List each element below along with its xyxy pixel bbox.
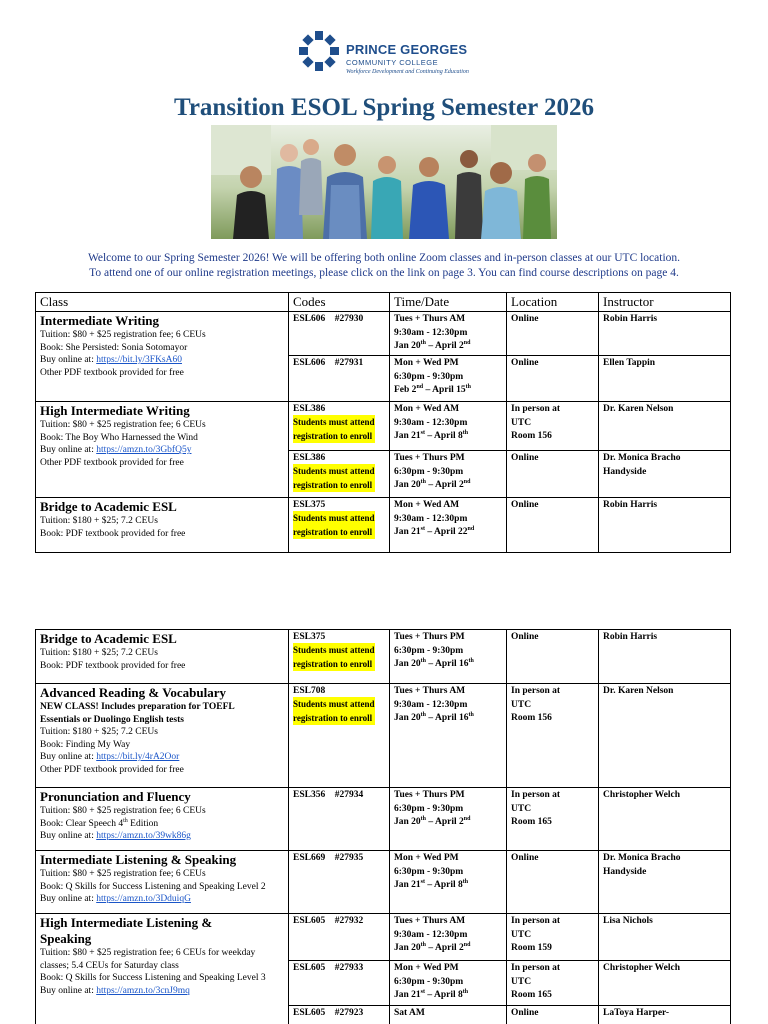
code-cell: ESL606 #27930 <box>289 312 390 356</box>
buy-online: Buy online at: https://bit.ly/4rA2Oor <box>40 752 180 762</box>
location-cell: Online <box>507 356 599 402</box>
class-name: Intermediate Listening & Speaking <box>40 852 237 867</box>
book: Book: Clear Speech 4th Edition <box>40 817 159 829</box>
instructor-cell: Dr. Monica Bracho Handyside <box>599 451 731 498</box>
book: Book: Q Skills for Success Listening and Speaking Level 3 <box>40 973 266 983</box>
location-cell: Online <box>507 312 599 356</box>
time-date-cell: Tues + Thurs PM 6:30pm - 9:30pm Jan 20th – April 2nd <box>390 451 507 498</box>
book-link[interactable]: https://bit.ly/3FKsA60 <box>96 355 182 365</box>
college-logo <box>296 22 476 84</box>
table-header-row <box>36 293 731 312</box>
instructor-cell: Lisa Nichols <box>599 914 731 961</box>
time-date-cell: Mon + Wed PM 6:30pm - 9:30pm Feb 2nd – April 15th <box>390 356 507 402</box>
class-name: Advanced Reading & Vocabulary <box>40 685 226 700</box>
tuition: Tuition: $80 + $25 registration fee; 6 CEUs <box>40 806 206 816</box>
instructor-cell: Christopher Welch <box>599 961 731 1006</box>
book: Book: PDF textbook provided for free <box>40 528 186 539</box>
buy-online: Buy online at: https://amzn.to/39wk86g <box>40 831 191 841</box>
code-cell: ESL708 Students must attend registration to enroll <box>289 684 390 788</box>
time-date-cell: Mon + Wed AM 9:30am - 12:30pm Jan 21st – April 22nd <box>390 498 507 553</box>
class-name: Bridge to Academic ESL <box>40 631 177 646</box>
book-link[interactable]: https://amzn.to/39wk86g <box>96 831 191 841</box>
time-date-cell: Mon + Wed PM 6:30pm - 9:30pm Jan 21st – April 8th <box>390 851 507 914</box>
buy-online: Buy online at: https://bit.ly/3FKsA60 <box>40 355 182 365</box>
class-cell <box>36 851 289 914</box>
welcome-message <box>30 251 738 281</box>
class-name: Intermediate Writing <box>40 313 160 328</box>
new-class-note: NEW CLASS! Includes preparation for TOEFL <box>40 702 235 712</box>
code-cell: ESL375 Students must attend registration to enroll <box>289 498 390 553</box>
instructor-cell: Ellen Tappin <box>599 356 731 402</box>
tuition: Tuition: $80 + $25 registration fee; 6 CEUs <box>40 869 206 879</box>
buy-online: Buy online at: https://amzn.to/3cnJ9mq <box>40 985 190 996</box>
code-cell: ESL386 Students must attend registration to enroll <box>289 402 390 451</box>
class-cell <box>36 788 289 851</box>
class-name: Pronunciation and Fluency <box>40 789 191 804</box>
new-class-note: Essentials or Duolingo English tests <box>40 714 184 725</box>
location-cell: In person at UTC Room 165 <box>507 788 599 851</box>
class-cell <box>36 684 289 788</box>
class-cell <box>36 914 289 1024</box>
table-row <box>36 914 731 961</box>
code-cell: ESL606 #27931 <box>289 356 390 402</box>
pdf-note: Other PDF textbook provided for free <box>40 457 184 468</box>
code-cell: ESL386 Students must attend registration to enroll <box>289 451 390 498</box>
time-date-cell: Mon + Wed AM 9:30am - 12:30pm Jan 21st – April 8th <box>390 402 507 451</box>
location-cell: Online <box>507 851 599 914</box>
location-cell: In person at UTC Room 159 <box>507 914 599 961</box>
code-cell: ESL605 #27932 <box>289 914 390 961</box>
instructor-cell: Robin Harris <box>599 498 731 553</box>
location-cell: Online <box>507 1006 599 1024</box>
students-group-photo <box>211 125 557 239</box>
time-date-cell: Mon + Wed PM 6:30pm - 9:30pm Jan 21st – April 8th <box>390 961 507 1006</box>
book: Book: She Persisted: Sonia Sotomayor <box>40 342 188 353</box>
class-cell <box>36 312 289 402</box>
location-cell: Online <box>507 451 599 498</box>
book-link[interactable]: https://amzn.to/3GbfQ5y <box>96 445 192 455</box>
tuition: Tuition: $80 + $25 registration fee; 6 CEUs <box>40 330 206 340</box>
tuition-cont: classes; 5.4 CEUs for Saturday class <box>40 960 179 971</box>
code-cell: ESL605 #27923 <box>289 1006 390 1024</box>
header-instructor: Instructor <box>599 293 731 312</box>
instructor-cell: Dr. Karen Nelson <box>599 684 731 788</box>
registration-note: Students must attend registration to enroll <box>293 699 375 723</box>
header-class: Class <box>36 293 289 312</box>
schedule-table-2 <box>35 629 731 1024</box>
tuition: Tuition: $180 + $25; 7.2 CEUs <box>40 727 158 737</box>
book-link[interactable]: https://amzn.to/3DduiqG <box>96 894 191 904</box>
instructor-cell: LaToya Harper- <box>599 1006 731 1024</box>
tuition: Tuition: $80 + $25 registration fee; 6 CEUs for weekday <box>40 948 256 958</box>
location-cell: In person at UTC Room 156 <box>507 402 599 451</box>
book: Book: The Boy Who Harnessed the Wind <box>40 432 198 443</box>
tuition: Tuition: $180 + $25; 7.2 CEUs <box>40 648 158 658</box>
registration-note: Students must attend registration to enroll <box>293 513 375 537</box>
book-link[interactable]: https://bit.ly/4rA2Oor <box>96 752 180 762</box>
buy-online: Buy online at: https://amzn.to/3GbfQ5y <box>40 445 192 455</box>
class-name: Bridge to Academic ESL <box>40 499 177 514</box>
tuition: Tuition: $180 + $25; 7.2 CEUs <box>40 516 158 526</box>
instructor-cell: Dr. Karen Nelson <box>599 402 731 451</box>
table-row <box>36 788 731 851</box>
header-codes: Codes <box>289 293 390 312</box>
registration-note: Students must attend registration to enroll <box>293 466 375 490</box>
class-cell <box>36 402 289 498</box>
pdf-note: Other PDF textbook provided for free <box>40 367 184 378</box>
class-name-cont: Speaking <box>40 931 92 946</box>
table-row <box>36 684 731 788</box>
time-date-cell: Tues + Thurs PM 6:30pm - 9:30pm Jan 20th – April 16th <box>390 630 507 684</box>
logo-subname: COMMUNITY COLLEGE <box>346 58 439 67</box>
book: Book: Q Skills for Success Listening and Speaking Level 2 <box>40 881 266 892</box>
table-row <box>36 851 731 914</box>
welcome-line-2: To attend one of our online registration meetings, please click on the link on page 3. You can find course descriptions on page 4. <box>89 267 679 279</box>
code-cell: ESL669 #27935 <box>289 851 390 914</box>
class-name: High Intermediate Listening & <box>40 915 213 930</box>
book: Book: PDF textbook provided for free <box>40 660 186 671</box>
pdf-note: Other PDF textbook provided for free <box>40 764 184 775</box>
book-link[interactable]: https://amzn.to/3cnJ9mq <box>96 985 190 996</box>
tuition: Tuition: $80 + $25 registration fee; 6 CEUs <box>40 420 206 430</box>
header-location: Location <box>507 293 599 312</box>
instructor-cell: Christopher Welch <box>599 788 731 851</box>
welcome-line-1: Welcome to our Spring Semester 2026! We will be offering both online Zoom classes and in-person classes at our UTC location. <box>87 252 681 264</box>
class-cell <box>36 630 289 684</box>
page-title: Transition ESOL Spring Semester 2026 <box>174 94 594 121</box>
time-date-cell: Tues + Thurs AM 9:30am - 12:30pm Jan 20th – April 2nd <box>390 312 507 356</box>
time-date-cell: Tues + Thurs PM 6:30pm - 9:30pm Jan 20th – April 2nd <box>390 788 507 851</box>
college-logo-icon <box>298 30 340 72</box>
registration-note: Students must attend registration to enroll <box>293 645 375 669</box>
instructor-cell: Robin Harris <box>599 630 731 684</box>
time-date-cell: Tues + Thurs AM 9:30am - 12:30pm Jan 20th – April 16th <box>390 684 507 788</box>
logo-tagline: Workforce Development and Continuing Education <box>346 69 469 75</box>
table-row <box>36 630 731 684</box>
table-row <box>36 402 731 451</box>
buy-online: Buy online at: https://amzn.to/3DduiqG <box>40 894 191 904</box>
header-time-date: Time/Date <box>390 293 507 312</box>
location-cell: In person at UTC Room 165 <box>507 961 599 1006</box>
code-cell: ESL375 Students must attend registration to enroll <box>289 630 390 684</box>
code-cell: ESL605 #27933 <box>289 961 390 1006</box>
location-cell: In person at UTC Room 156 <box>507 684 599 788</box>
logo-name: PRINCE GEORGES <box>346 42 468 57</box>
book: Book: Finding My Way <box>40 739 131 750</box>
registration-note: Students must attend registration to enroll <box>293 417 375 441</box>
schedule-table-1 <box>35 292 731 553</box>
class-name: High Intermediate Writing <box>40 403 190 418</box>
class-cell <box>36 498 289 553</box>
location-cell: Online <box>507 630 599 684</box>
time-date-cell: Tues + Thurs AM 9:30am - 12:30pm Jan 20th – April 2nd <box>390 914 507 961</box>
instructor-cell: Dr. Monica Bracho Handyside <box>599 851 731 914</box>
code-cell: ESL356 #27934 <box>289 788 390 851</box>
time-date-cell: Sat AM <box>390 1006 507 1024</box>
table-row <box>36 312 731 356</box>
table-row <box>36 498 731 553</box>
instructor-cell: Robin Harris <box>599 312 731 356</box>
location-cell: Online <box>507 498 599 553</box>
